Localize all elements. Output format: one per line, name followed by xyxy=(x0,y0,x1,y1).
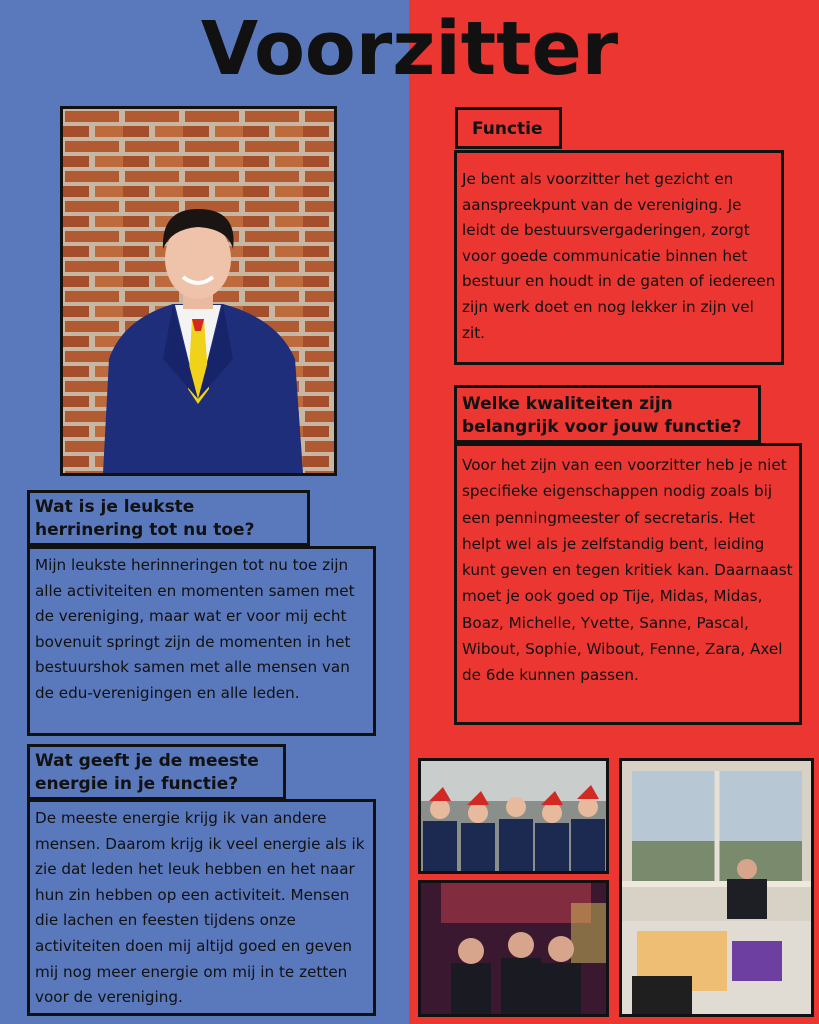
group-photo-santa-hats xyxy=(418,758,609,874)
functie-heading: Functie xyxy=(455,107,562,149)
page-title: Voorzitter xyxy=(200,6,619,92)
portrait-photo xyxy=(60,106,337,476)
functie-text: Je bent als voorzitter het gezicht en aanspreekpunt van de vereniging. Je leidt de bestuursvergaderingen, zorgt voor goede communicatie binnen het bestuur en houdt in de gaten of iedereen zijn werk doet en nog lekker in zijn vel zit. xyxy=(454,150,784,365)
herinnering-heading: Wat is je leukste herrinering tot nu toe? xyxy=(27,490,310,546)
kwaliteiten-heading: Welke kwaliteiten zijn belangrijk voor jouw functie? xyxy=(454,385,761,443)
office-photo xyxy=(619,758,814,1017)
energie-text: De meeste energie krijg ik van andere mensen. Daarom krijg ik veel energie als ik zie dat leden het leuk hebben en het naar hun zin hebben op een activiteit. Mensen die lachen en feesten tijdens onze activiteiten doen mij altijd goed en geven mij nog meer energie om mij in te zetten voor de vereniging. xyxy=(27,799,376,1016)
energie-heading: Wat geeft je de meeste energie in je functie? xyxy=(27,744,286,800)
kwaliteiten-text: Voor het zijn van een voorzitter heb je niet specifieke eigenschappen nodig zoals bij een penningmeester of secretaris. Het helpt wel als je zelfstandig bent, leiding kunt geven en tegen kritiek kan. Daarnaast moet je ook goed op Tije, Midas, Midas, Boaz, Michelle, Yvette, Sanne, Pascal, Wibout, Sophie, Wibout, Fenne, Zara, Axel de 6de kunnen passen. xyxy=(454,443,802,725)
party-photo xyxy=(418,880,609,1017)
herinnering-text: Mijn leukste herinneringen tot nu toe zijn alle activiteiten en momenten samen met de vereniging, maar wat er voor mij echt bovenuit springt zijn de momenten in het bestuurshok samen met alle mensen van de edu-verenigingen en alle leden. xyxy=(27,546,376,736)
